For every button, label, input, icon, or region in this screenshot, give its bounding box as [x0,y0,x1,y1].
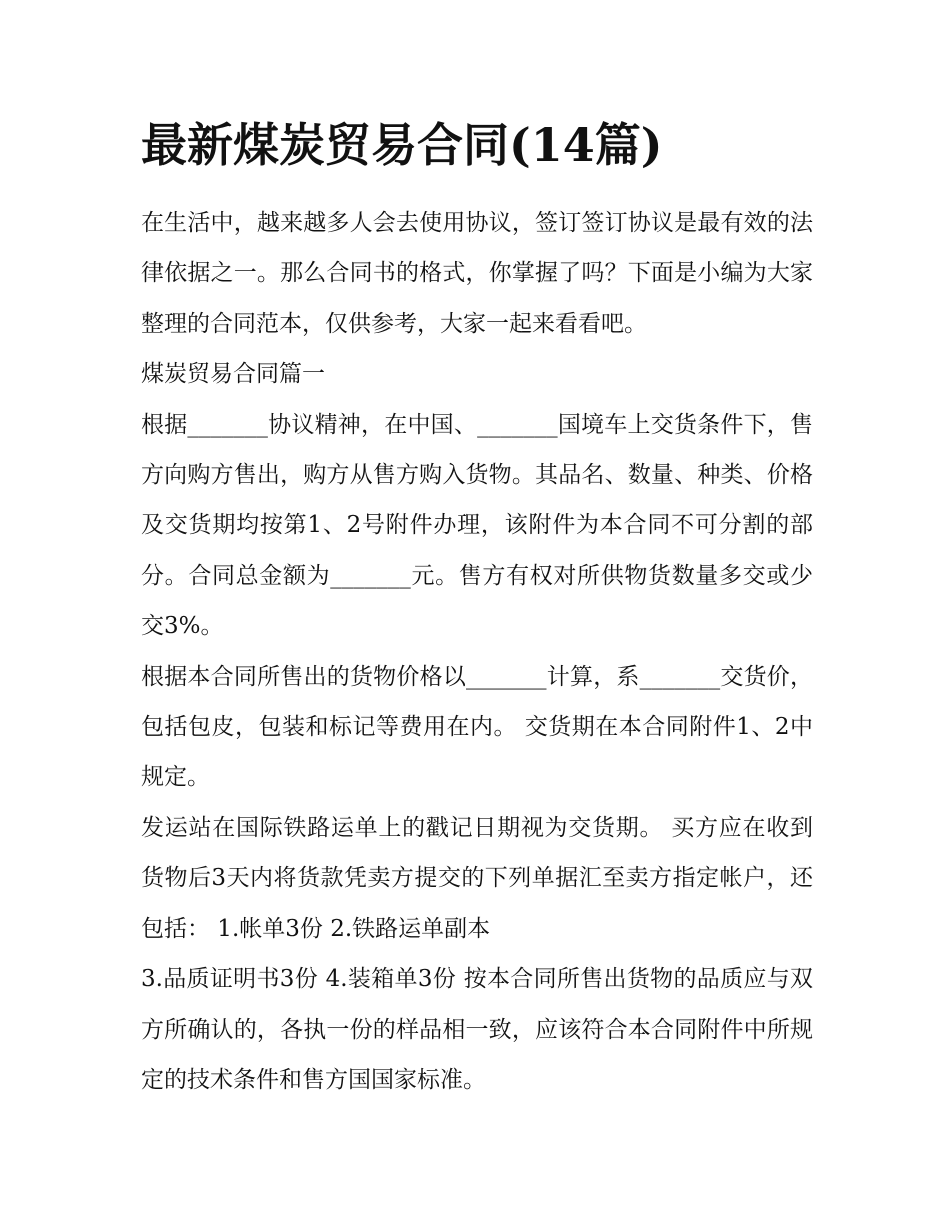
paragraph-clause-1: 根据_______协议精神，在中国、_______国境车上交货条件下，售方向购方售出，购方从售方购入货物。其品名、数量、种类、价格及交货期均按第1、2号附件办理，该附件为本合同不可分割的部分。合同总金额为_______元。售方有权对所供物货数量多交或少交3%。 [141,411,813,640]
paragraph-clause-4: 3.品质证明书3份 4.装箱单3份 按本合同所售出货物的品质应与双方所确认的，各执一份的样品相一致，应该符合本合同附件中所规定的技术条件和售方国国家标准。 [141,966,813,1093]
section-heading: 煤炭贸易合同篇一 [141,361,325,388]
paragraph-intro: 在生活中，越来越多人会去使用协议，签订签订协议是最有效的法律依据之一。那么合同书的格式，你掌握了吗？下面是小编为大家整理的合同范本，仅供参考，大家一起来看看吧。 [141,210,813,337]
document-page [141,112,813,1105]
paragraph-clause-3: 发运站在国际铁路运单上的戳记日期视为交货期。 买方应在收到货物后3天内将货款凭卖方提交的下列单据汇至卖方指定帐户，还包括： 1.帐单3份 2.铁路运单副本 [141,814,813,942]
paragraph-clause-2: 根据本合同所售出的货物价格以_______计算，系_______交货价，包括包皮，包装和标记等费用在内。 交货期在本合同附件1、2中规定。 [141,663,813,791]
document-title: 最新煤炭贸易合同(14篇) [141,118,663,172]
